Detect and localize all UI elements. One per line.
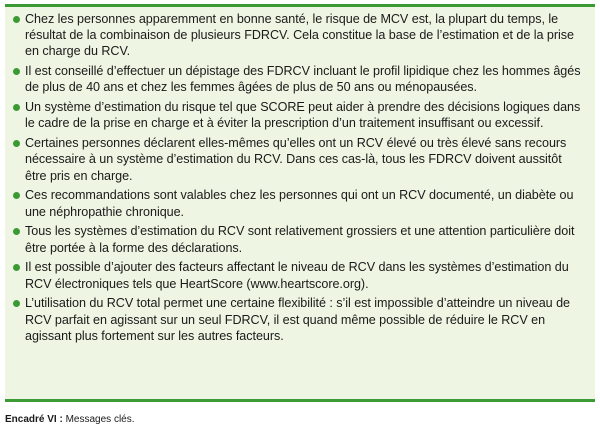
list-item-text: L’utilisation du RCV total permet une certaine flexibilité : s’il est impossible d’atteindre un niveau de RCV parfait en agissant sur un seul FDRCV, il est quand même possible de réduire le RCV en agissant plus fortement sur les autres facteurs.: [25, 296, 570, 343]
list-item-text: Chez les personnes apparemment en bonne santé, le risque de MCV est, la plupart du temps, le résultat de la combinaison de plusieurs FDRCV. Cela constitue la base de l’estimation et de la prise en charge du RCV.: [25, 12, 574, 59]
round-bullet-icon: [13, 140, 20, 147]
caption-text: Messages clés.: [62, 414, 135, 425]
round-bullet-icon: [13, 300, 20, 307]
list-item-text: Ces recommandations sont valables chez les personnes qui ont un RCV documenté, un diabète ou une néphropathie chronique.: [25, 188, 574, 219]
caption-label: Encadré VI :: [5, 414, 63, 425]
list-item-text: Il est conseillé d’effectuer un dépistage des FDRCV incluant le profil lipidique chez les hommes âgés de plus de 40 ans et chez les femmes âgées de plus de 50 ans ou ménopausées.: [25, 64, 581, 95]
list-item: [13, 187, 585, 219]
key-messages-list: [13, 11, 585, 344]
list-item-text: Tous les systèmes d’estimation du RCV sont relativement grossiers et une attention particulière doit être portée à la forme des déclarations.: [25, 224, 575, 255]
round-bullet-icon: [13, 192, 20, 199]
key-messages-box: [5, 4, 595, 402]
list-item-text: Certaines personnes déclarent elles-mêmes qu’elles ont un RCV élevé ou très élevé sans recours nécessaire à un système d’estimation du RCV. Dans ces cas-là, tous les FDRCV doivent aussitôt être pris en charge.: [25, 136, 567, 183]
round-bullet-icon: [13, 104, 20, 111]
list-item-text: Un système d’estimation du risque tel que SCORE peut aider à prendre des décisions logiques dans le cadre de la prise en charge et à éviter la prescription d’un traitement insuffisant ou excessif.: [25, 100, 581, 131]
list-item-text: Il est possible d’ajouter des facteurs affectant le niveau de RCV dans les systèmes d’estimation du RCV électroniques tels que HeartScore (www.heartscore.org).: [25, 260, 569, 291]
list-item: [13, 295, 585, 344]
round-bullet-icon: [13, 228, 20, 235]
list-item: [13, 11, 585, 60]
list-item: [13, 135, 585, 184]
round-bullet-icon: [13, 68, 20, 75]
round-bullet-icon: [13, 264, 20, 271]
round-bullet-icon: [13, 16, 20, 23]
list-item: [13, 223, 585, 255]
list-item: [13, 63, 585, 95]
list-item: [13, 259, 585, 291]
box-caption: [5, 413, 135, 426]
list-item: [13, 99, 585, 131]
